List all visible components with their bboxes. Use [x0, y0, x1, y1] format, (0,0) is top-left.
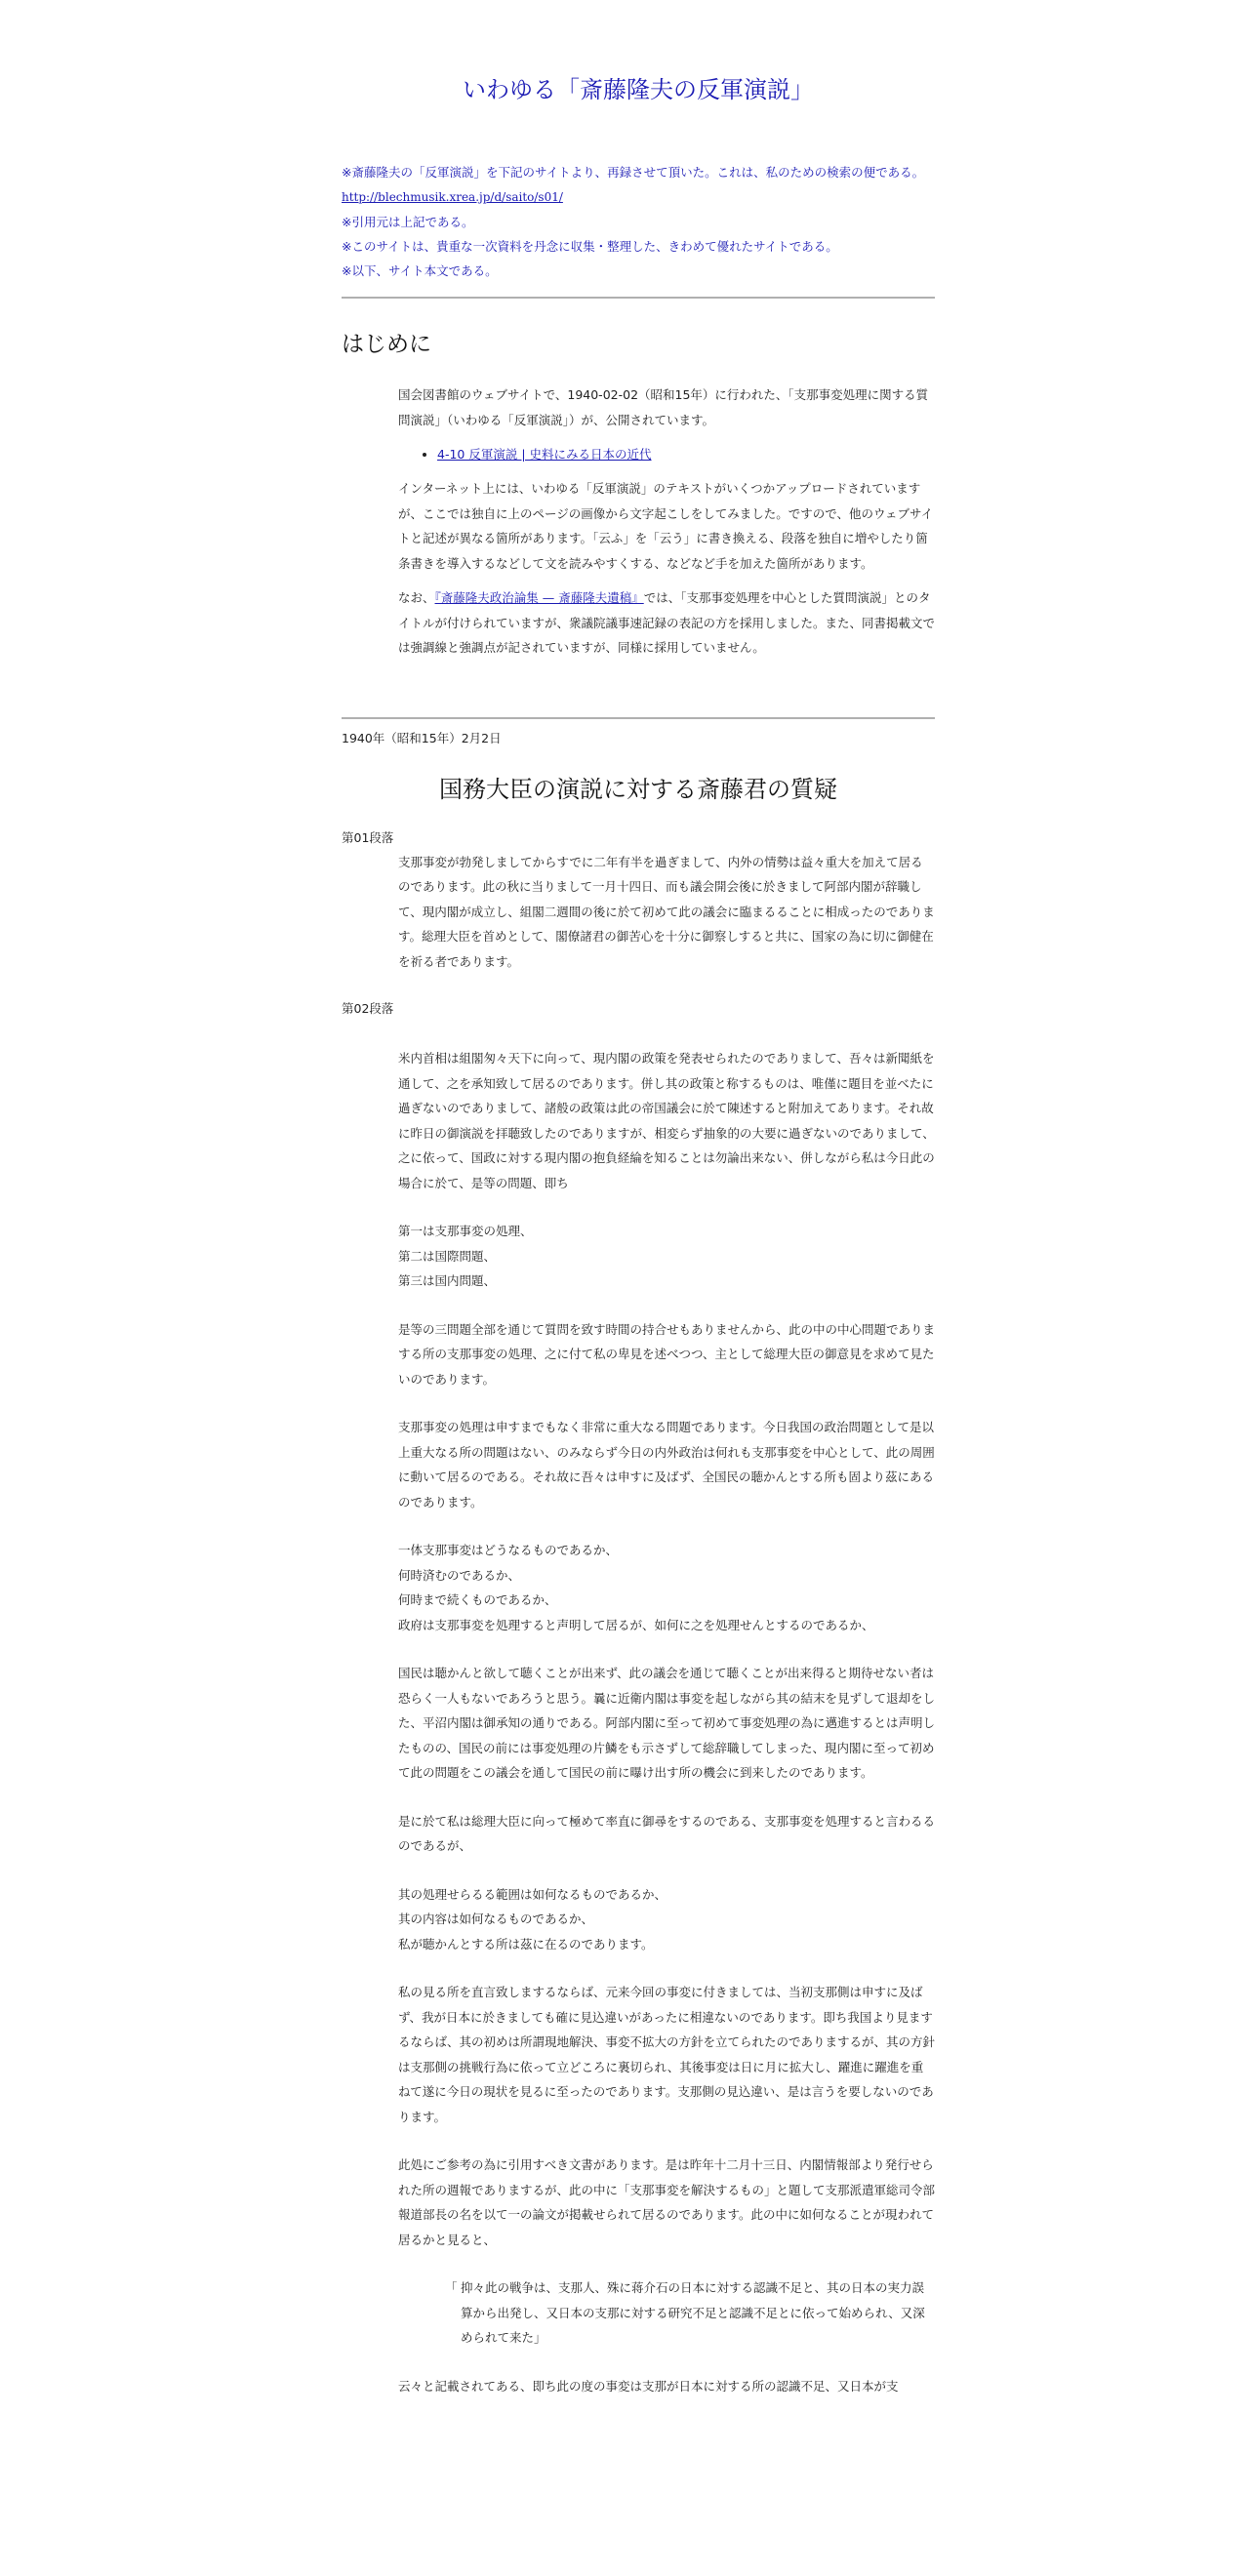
paragraph-label: 第01段落	[342, 829, 394, 845]
speech-date: 1940年（昭和15年）2月2日	[342, 730, 502, 745]
speech-text: 私の見る所を直言致しまするならば、元来今回の事変に付きましては、当初支那側は申すに及ばず、我が日本に於きましても確に見込違いがあったに相違ないのであります。即ち我国より見まするならば、其の初めは所謂現地解決、事変不拡大の方針を立てられたのでありまするが、其の方針は支那側の挑戦行為に依って立どころに裏切られ、其後事変は日に月に拡大し、躍進に躍進を重ねて遂に今日の現状を見るに至ったのであります。支那側の見込違い、是は言うを要しないのであります。	[398, 1985, 936, 2124]
speech-text: 支那事変が勃発しましてからすでに二年有半を過ぎまして、内外の情勢は益々重大を加えて居るのであります。此の秋に当りまして一月十四日、而も議会開会後に於きまして阿部内閣が辞職して、現内閣が成立し、組閣二週間の後に於て初めて此の議会に臨まるることに相成ったのであります。総理大臣を首めとして、閣僚諸君の御苦心を十分に御察しすると共に、国家の為に切に御健在を祈る者であります。	[398, 854, 935, 969]
question-line: 其の処理せらるる範囲は如何なるものであるか、	[398, 1886, 667, 1902]
note-line-following: ※以下、サイト本文である。	[342, 263, 498, 278]
question-line: 私が聴かんとする所は茲に在るのであります。	[398, 1936, 654, 1952]
speech-title: 国務大臣の演説に対する斎藤君の質疑	[439, 775, 837, 803]
paragraph-1	[398, 850, 935, 975]
ndl-link[interactable]: 4-10 反軍演説 | 史料にみる日本の近代	[437, 447, 652, 462]
list-line: 第三は国内問題、	[398, 1273, 497, 1288]
link-list	[398, 442, 935, 466]
question-line: 一体支那事変はどうなるものであるか、	[398, 1543, 619, 1557]
note-line-quote: ※引用元は上記である。	[342, 215, 474, 229]
note-line-site: ※このサイトは、貴重な一次資料を丹念に収集・整理した、きわめて優れたサイトである。	[342, 239, 838, 254]
intro-paragraph: インターネット上には、いわゆる「反軍演説」のテキストがいくつかアップロードされていますが、ここでは独自に上のページの画像から文字起こしをしてみました。ですので、他のウェブサイトと記述が異なる箇所があります。「云ふ」を「云う」に書き換える、段落を独自に増やしたり箇条書きを導入するなどして文を読みやすくする、などなど手を加えた箇所があります。	[398, 481, 934, 571]
blockquote	[445, 2275, 935, 2351]
speech-text: 是等の三問題全部を通じて質問を致す時間の持合せもありませんから、此の中の中心問題でありまする所の支那事変の処理、之に付て私の卑見を述べつつ、主として総理大臣の御意見を求めて見たいのであります。	[398, 1321, 936, 1387]
source-url-link[interactable]: http://blechmusik.xrea.jp/d/saito/s01/	[342, 190, 563, 204]
quote-text: 抑々此の戦争は、支那人、殊に蒋介石の日本に対する認識不足と、其の日本の実力誤算から出発し、又日本の支那に対する研究不足と認識不足とに依って始められ、又深められて来た」	[461, 2280, 925, 2345]
speech-text: 米内首相は組閣匆々天下に向って、現内閣の政策を発表せられたのでありまして、吾々は新聞紙を通して、之を承知致して居るのであります。併し其の政策と称するものは、唯僅に題目を並べたに過ぎないのでありまして、諸般の政策は此の帝国議会に於て陳述すると附加えてあります。それ故に昨日の御演説を拝聴致したのでありますが、相変らず抽象的の大要に過ぎないのでありまして、之に依って、国政に対する現内閣の抱負経綸を知ることは勿論出来ない、併しながら私は今日此の場合に於て、是等の問題、即ち	[398, 1051, 935, 1190]
page	[342, 70, 935, 2398]
intro-paragraph-note: なお、『斎藤隆夫政治論集 — 斎藤隆夫遺稿』では、「支那事変処理を中心とした質問演説」とのタイトルが付けられていますが、衆議院議事速記録の表記の方を採用しました。また、同書掲載文では強調線と強調点が記されていますが、同様に採用していません。	[398, 590, 936, 655]
republish-note	[342, 160, 935, 283]
speech-text: 是に於て私は総理大臣に向って極めて率直に御尋をするのである、支那事変を処理すると言わるるのであるが、	[398, 1813, 936, 1853]
paragraph-label: 第02段落	[342, 1001, 394, 1016]
divider	[342, 297, 935, 299]
question-line: 其の内容は如何なるものであるか、	[398, 1912, 594, 1926]
paragraph-2	[398, 1046, 935, 2398]
list-item	[437, 442, 935, 466]
speech-text: 此処にご参考の為に引用すべき文書があります。是は昨年十二月十三日、内閣情報部より発行せられた所の週報でありまするが、此の中に「支那事変を解決するもの」と題して支那派遣軍総司令部報道部長の名を以て一の論文が掲載せられて居るのであります。此の中に如何なることが現われて居るかと見ると、	[398, 2157, 936, 2247]
note-line-source: ※斎藤隆夫の「反軍演説」を下記のサイトより、再録させて頂いた。これは、私のための検索の便である。	[342, 165, 925, 180]
book-link[interactable]: 『斎藤隆夫政治論集 — 斎藤隆夫遺稿』	[434, 590, 644, 605]
intro-body	[398, 382, 935, 661]
intro-paragraph: 国会図書館のウェブサイトで、1940-02-02（昭和15年）に行われた、「支那事変処理に関する質問演説」（いわゆる「反軍演説」）が、公開されています。	[398, 387, 929, 427]
speech-text: 支那事変の処理は申すまでもなく非常に重大なる問題であります。今日我国の政治問題として是以上重大なる所の問題はない、のみならず今日の内外政治は何れも支那事変を中心として、此の周囲に動いて居るのである。それ故に吾々は申すに及ばず、全国民の聴かんとする所も固より茲にあるのであります。	[398, 1420, 935, 1509]
list-line: 第二は国際問題、	[398, 1248, 497, 1264]
question-line: 何時まで続くものであるか、	[398, 1592, 557, 1607]
intro-heading: はじめに	[342, 332, 431, 357]
question-line: 何時済むのであるか、	[398, 1567, 521, 1583]
list-line: 第一は支那事変の処理、	[398, 1224, 533, 1238]
speech-text: 国民は聴かんと欲して聴くことが出来ず、此の議会を通じて聴くことが出来得ると期待せない者は恐らく一人もないであろうと思う。曩に近衛内閣は事変を起しながら其の結末を見ずして退却をした、平沼内閣は御承知の通りである。阿部内閣に至って初めて事変処理の為に邁進するとは声明したものの、国民の前には事変処理の片鱗をも示さずして総辞職してしまった、現内閣に至って初めて此の問題をこの議会を通して国民の前に曝け出す所の機会に到来したのであります。	[398, 1666, 936, 1780]
page-title: いわゆる「斎藤隆夫の反軍演説」	[463, 76, 814, 103]
divider	[342, 717, 935, 719]
question-line: 政府は支那事変を処理すると声明して居るが、如何に之を処理せんとするのであるか、	[398, 1617, 874, 1632]
speech-text: 云々と記載されてある、即ち此の度の事変は支那が日本に対する所の認識不足、又日本が支	[398, 2378, 899, 2394]
quote-mark: 「	[445, 2280, 458, 2295]
